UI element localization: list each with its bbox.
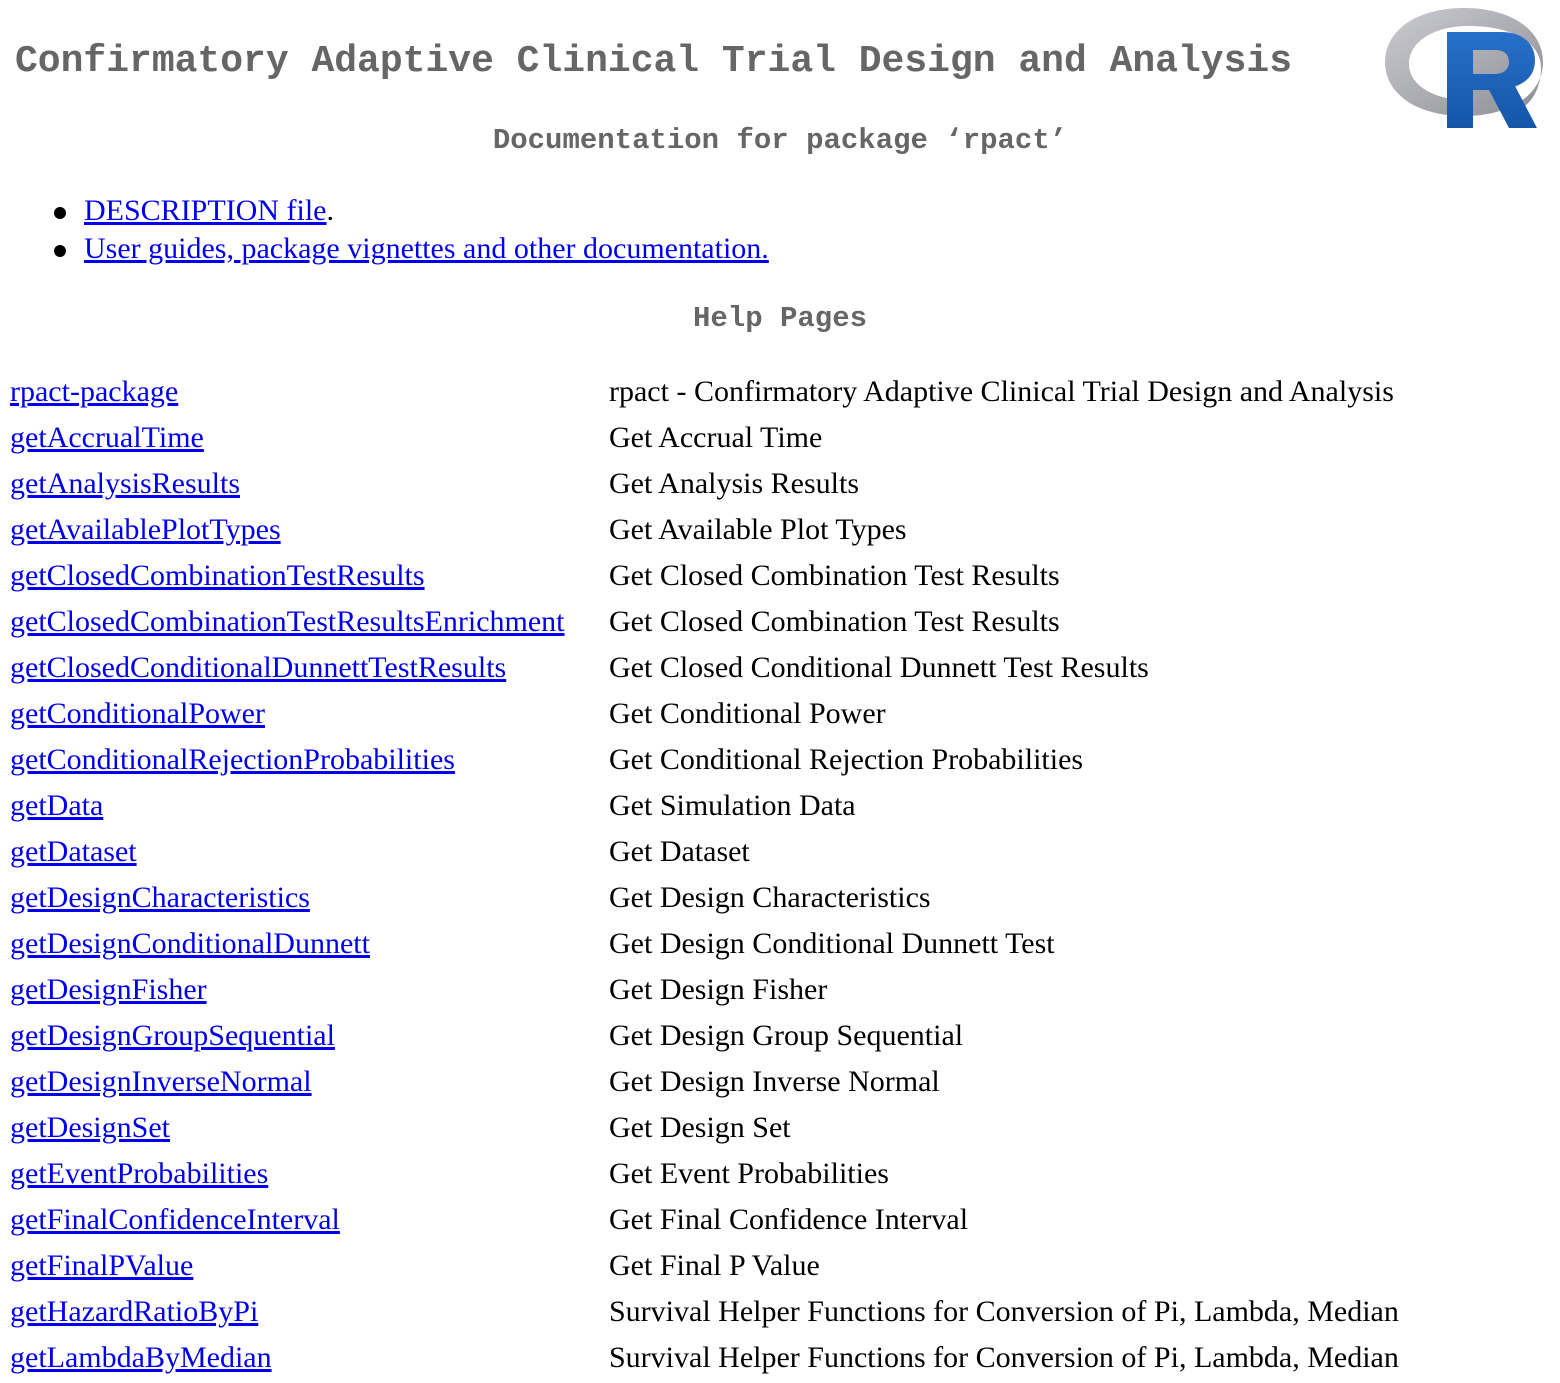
table-row <box>10 875 1399 921</box>
table-row <box>10 829 1399 875</box>
table-row <box>10 1289 1399 1335</box>
help-link-getAnalysisResults[interactable]: getAnalysisResults <box>10 467 240 500</box>
help-description: Get Design Characteristics <box>609 881 931 914</box>
help-description: Get Closed Combination Test Results <box>609 605 1060 638</box>
help-link-getFinalConfidenceInterval[interactable]: getFinalConfidenceInterval <box>10 1203 340 1236</box>
help-description: Get Final P Value <box>609 1249 820 1282</box>
help-description: Survival Helper Functions for Conversion of Pi, Lambda, Median <box>609 1295 1399 1328</box>
table-row <box>10 1059 1399 1105</box>
help-link-getAccrualTime[interactable]: getAccrualTime <box>10 421 204 454</box>
help-link-getAvailablePlotTypes[interactable]: getAvailablePlotTypes <box>10 513 281 546</box>
description-file-link[interactable]: DESCRIPTION file <box>84 194 327 227</box>
help-description: Get Event Probabilities <box>609 1157 889 1190</box>
table-row <box>10 369 1399 415</box>
help-link-getDesignSet[interactable]: getDesignSet <box>10 1111 170 1144</box>
help-description: Get Accrual Time <box>609 421 823 454</box>
table-row <box>10 737 1399 783</box>
help-description: Get Conditional Rejection Probabilities <box>609 743 1084 776</box>
help-description: Get Dataset <box>609 835 750 868</box>
table-row <box>10 1335 1399 1381</box>
help-description: Get Design Inverse Normal <box>609 1065 940 1098</box>
table-row <box>10 1105 1399 1151</box>
help-description: Get Available Plot Types <box>609 513 907 546</box>
table-row <box>10 1243 1399 1289</box>
help-link-getClosedCombinationTestResultsEnrichment[interactable]: getClosedCombinationTestResultsEnrichment <box>10 605 565 638</box>
link-suffix: . <box>326 194 334 227</box>
help-description: Get Final Confidence Interval <box>609 1203 969 1236</box>
bullet-icon <box>54 207 66 219</box>
help-link-getDataset[interactable]: getDataset <box>10 835 137 868</box>
help-description: Get Design Conditional Dunnett Test <box>609 927 1055 960</box>
table-row <box>10 1013 1399 1059</box>
help-description: Get Closed Conditional Dunnett Test Results <box>609 651 1149 684</box>
table-row <box>10 1151 1399 1197</box>
help-link-getDesignConditionalDunnett[interactable]: getDesignConditionalDunnett <box>10 927 370 960</box>
help-link-getDesignGroupSequential[interactable]: getDesignGroupSequential <box>10 1019 335 1052</box>
bullet-icon <box>54 245 66 257</box>
help-description: Get Design Group Sequential <box>609 1019 964 1052</box>
table-row <box>10 415 1399 461</box>
help-description: Survival Helper Functions for Conversion of Pi, Lambda, Median <box>609 1341 1399 1374</box>
list-item <box>84 192 769 230</box>
help-description: Get Analysis Results <box>609 467 860 500</box>
table-row <box>10 507 1399 553</box>
package-subtitle: Documentation for package ‘rpact’ <box>492 124 1068 157</box>
help-description: Get Closed Combination Test Results <box>609 559 1060 592</box>
user-guides-link[interactable]: User guides, package vignettes and other documentation. <box>84 232 769 265</box>
page-title: Confirmatory Adaptive Clinical Trial Design and Analysis <box>15 40 1293 83</box>
help-link-getData[interactable]: getData <box>10 789 104 822</box>
help-link-getHazardRatioByPi[interactable]: getHazardRatioByPi <box>10 1295 259 1328</box>
help-link-getDesignInverseNormal[interactable]: getDesignInverseNormal <box>10 1065 312 1098</box>
help-link-getConditionalRejectionProbabilities[interactable]: getConditionalRejectionProbabilities <box>10 743 455 776</box>
table-row <box>10 1197 1399 1243</box>
help-description: Get Design Set <box>609 1111 791 1144</box>
help-pages-heading: Help Pages <box>692 302 868 335</box>
table-row <box>10 461 1399 507</box>
help-link-getFinalPValue[interactable]: getFinalPValue <box>10 1249 194 1282</box>
help-link-getConditionalPower[interactable]: getConditionalPower <box>10 697 265 730</box>
help-description: rpact - Confirmatory Adaptive Clinical Trial Design and Analysis <box>609 375 1394 408</box>
table-row <box>10 599 1399 645</box>
help-link-getClosedConditionalDunnettTestResults[interactable]: getClosedConditionalDunnettTestResults <box>10 651 507 684</box>
table-row <box>10 553 1399 599</box>
table-row <box>10 783 1399 829</box>
page-header <box>0 0 1560 130</box>
help-link-getDesignCharacteristics[interactable]: getDesignCharacteristics <box>10 881 310 914</box>
help-description: Get Design Fisher <box>609 973 828 1006</box>
help-link-getDesignFisher[interactable]: getDesignFisher <box>10 973 207 1006</box>
help-description: Get Conditional Power <box>609 697 886 730</box>
table-row <box>10 691 1399 737</box>
help-link-getEventProbabilities[interactable]: getEventProbabilities <box>10 1157 269 1190</box>
help-pages-table <box>10 369 1399 1381</box>
list-item <box>84 230 769 268</box>
help-link-getLambdaByMedian[interactable]: getLambdaByMedian <box>10 1341 272 1374</box>
table-row <box>10 921 1399 967</box>
doc-links-list <box>0 192 769 268</box>
r-logo-icon <box>1383 4 1545 130</box>
help-link-rpact-package[interactable]: rpact-package <box>10 375 179 408</box>
help-link-getClosedCombinationTestResults[interactable]: getClosedCombinationTestResults <box>10 559 425 592</box>
help-description: Get Simulation Data <box>609 789 856 822</box>
table-row <box>10 645 1399 691</box>
table-row <box>10 967 1399 1013</box>
